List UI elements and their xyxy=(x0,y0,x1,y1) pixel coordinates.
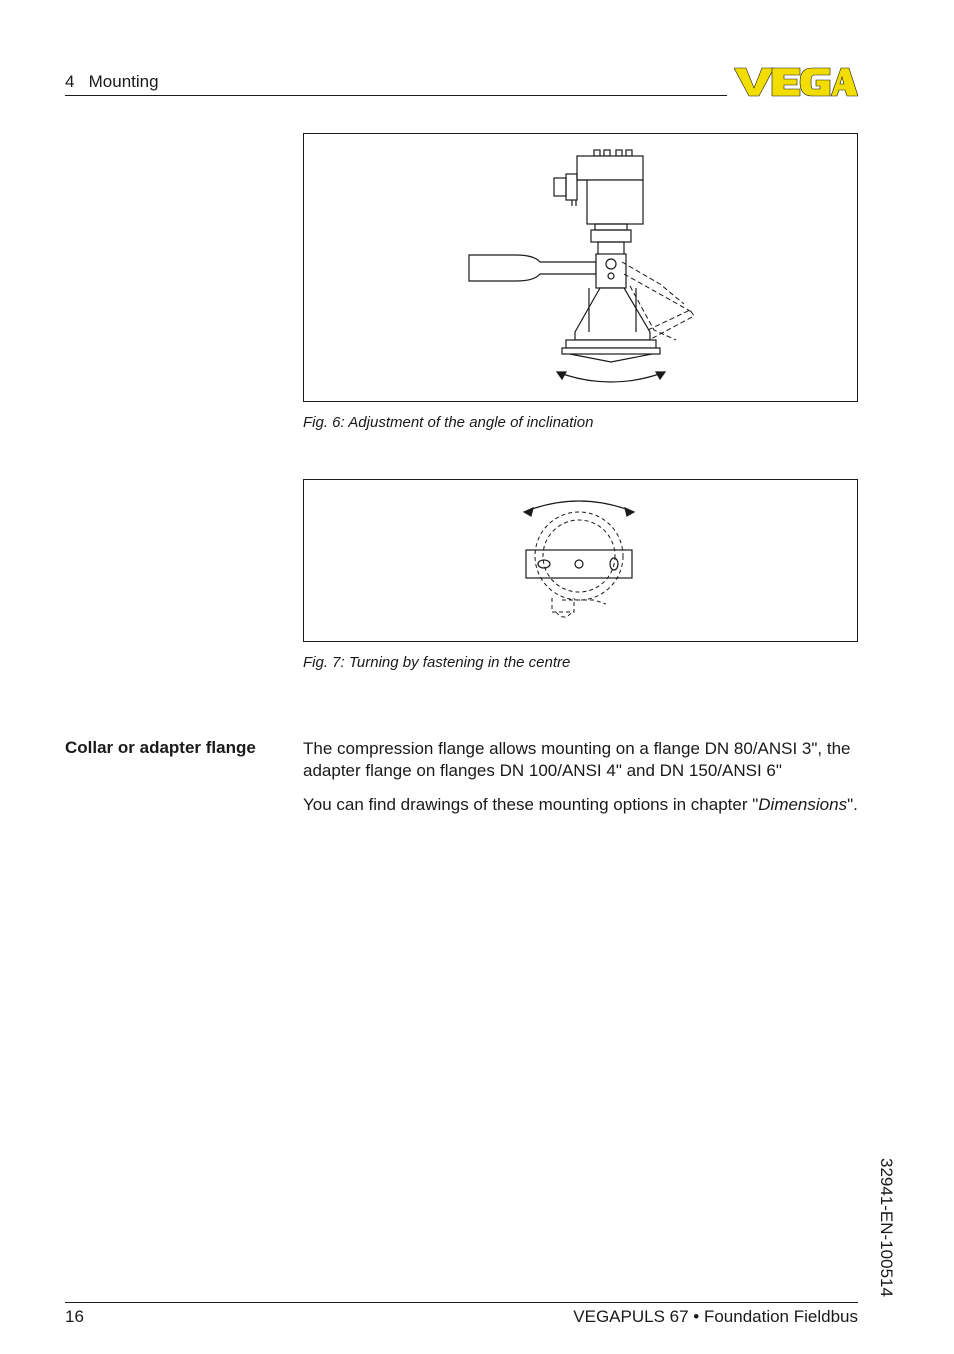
footer-rule xyxy=(65,1302,858,1303)
figure-7 xyxy=(303,479,858,642)
dimensions-chapter-link[interactable]: Dimensions xyxy=(758,795,848,814)
section-header: 4 Mounting xyxy=(65,72,159,91)
page-number: 16 xyxy=(65,1307,84,1326)
inclination-adjustment-drawing xyxy=(304,134,857,401)
figure-6 xyxy=(303,133,858,402)
centre-turning-drawing xyxy=(304,480,857,641)
figure-6-caption: Fig. 6: Adjustment of the angle of inclination xyxy=(303,414,594,431)
header-rule xyxy=(65,95,727,96)
para2-suffix: ". xyxy=(847,795,858,814)
section-side-heading: Collar or adapter flange xyxy=(65,738,256,757)
paragraph-dimensions-reference xyxy=(303,794,873,816)
footer-doc-title: VEGAPULS 67 • Foundation Fieldbus xyxy=(573,1307,858,1326)
vega-logo xyxy=(734,66,858,98)
document-id: 32941-EN-100514 xyxy=(877,1158,896,1297)
figure-7-caption: Fig. 7: Turning by fastening in the centre xyxy=(303,654,571,671)
paragraph-flange-mounting: The compression flange allows mounting on a flange DN 80/ANSI 3", the adapter flange on flanges DN 100/ANSI 4" and DN 150/ANSI 6" xyxy=(303,739,851,780)
para2-prefix: You can find drawings of these mounting options in chapter " xyxy=(303,795,759,814)
